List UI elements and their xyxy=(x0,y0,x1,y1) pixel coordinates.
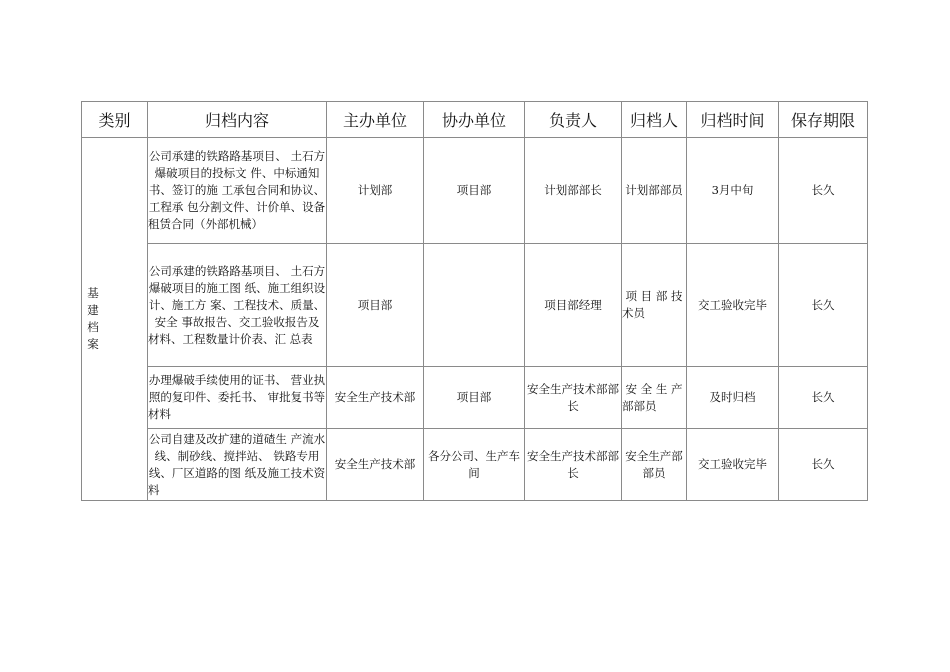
header-category: 类别 xyxy=(82,102,148,138)
content-cell: 公司自建及改扩建的道碴生 产流水线、制砂线、搅拌站、 铁路专用线、厂区道路的图 纸及施工技术资料 xyxy=(148,429,327,501)
host-unit-cell: 安全生产技术部 xyxy=(327,367,424,429)
category-label: 基建档案 xyxy=(87,286,99,351)
content-cell: 办理爆破手续使用的证书、 营业执照的复印件、委托书、 审批复书等材料 xyxy=(148,367,327,429)
archivist-cell: 安全生产部部员 xyxy=(622,429,687,501)
responsible-cell: 安全生产技术部部长 xyxy=(525,367,622,429)
co-unit-cell: 项目部 xyxy=(424,367,525,429)
host-unit-cell: 计划部 xyxy=(327,138,424,244)
content-cell: 公司承建的铁路路基项目、 土石方爆破项目的投标文 件、中标通知书、签订的施 工承包合同和协议、工程承 包分割文件、计价单、设备 租赁合同（外部机械） xyxy=(148,138,327,244)
archivist-cell: 计划部部员 xyxy=(622,138,687,244)
responsible-cell: 安全生产技术部部长 xyxy=(525,429,622,501)
archivist-cell: 安 全 生 产部部员 xyxy=(622,367,687,429)
header-responsible: 负责人 xyxy=(525,102,622,138)
header-host-unit: 主办单位 xyxy=(327,102,424,138)
responsible-cell: 计划部部长 xyxy=(525,138,622,244)
archive-time-cell: 交工验收完毕 xyxy=(687,429,779,501)
header-archive-time: 归档时间 xyxy=(687,102,779,138)
retention-cell: 长久 xyxy=(779,138,868,244)
host-unit-cell: 项目部 xyxy=(327,244,424,367)
header-co-unit: 协办单位 xyxy=(424,102,525,138)
retention-cell: 长久 xyxy=(779,429,868,501)
header-content: 归档内容 xyxy=(148,102,327,138)
host-unit-cell: 安全生产技术部 xyxy=(327,429,424,501)
table-row xyxy=(82,138,868,244)
archive-time-cell: 及时归档 xyxy=(687,367,779,429)
archive-time-cell: 交工验收完毕 xyxy=(687,244,779,367)
table-row xyxy=(82,244,868,367)
archive-time-cell: 3月中旬 xyxy=(687,138,779,244)
co-unit-cell xyxy=(424,244,525,367)
header-row xyxy=(82,102,868,138)
responsible-cell: 项目部经理 xyxy=(525,244,622,367)
header-retention: 保存期限 xyxy=(779,102,868,138)
retention-cell: 长久 xyxy=(779,367,868,429)
co-unit-cell: 项目部 xyxy=(424,138,525,244)
co-unit-cell: 各分公司、生产车间 xyxy=(424,429,525,501)
archive-table xyxy=(81,101,868,501)
content-cell: 公司承建的铁路路基项目、 土石方爆破项目的施工图 纸、施工组织设计、施工方 案、工程技术、质量、安全 事故报告、交工验收报告及 材料、工程数量计价表、汇 总表 xyxy=(148,244,327,367)
table-row xyxy=(82,367,868,429)
table-row xyxy=(82,429,868,501)
retention-cell: 长久 xyxy=(779,244,868,367)
archivist-cell: 项 目 部 技术员 xyxy=(622,244,687,367)
header-archivist: 归档人 xyxy=(622,102,687,138)
category-cell xyxy=(82,138,148,501)
